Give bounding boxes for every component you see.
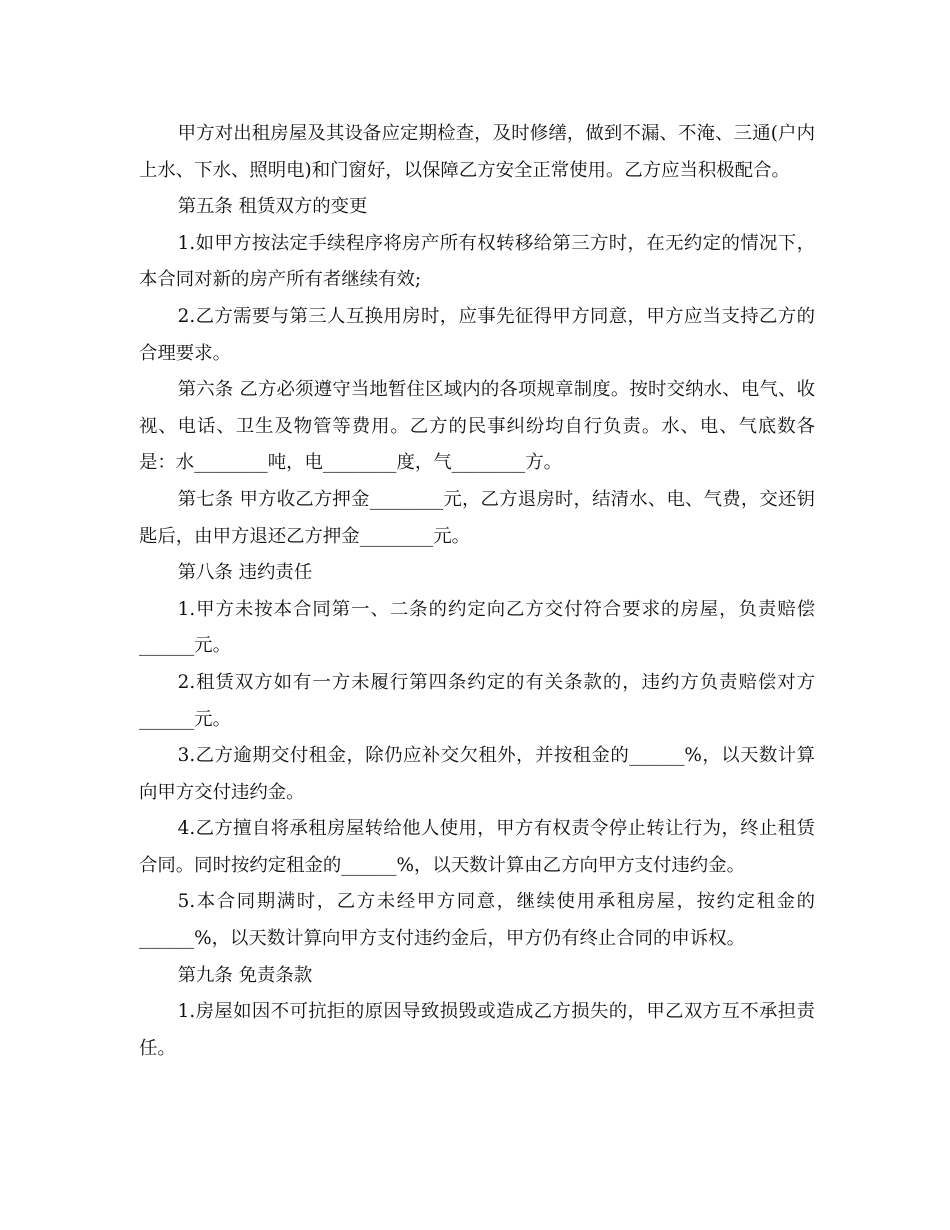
paragraph-article-5-item-2: 2.乙方需要与第三人互换用房时，应事先征得甲方同意，甲方应当支持乙方的合理要求。	[139, 305, 815, 364]
paragraph-article-8-item-5: 5.本合同期满时，乙方未经甲方同意，继续使用承租房屋，按约定租金的______%，以天数计算向甲方支付违约金后，甲方仍有终止合同的申诉权。	[139, 891, 815, 950]
paragraph-article-8-item-2: 2.租赁双方如有一方未履行第四条约定的有关条款的，违约方负责赔偿对方______元。	[139, 671, 815, 730]
paragraph-article-8-item-4: 4.乙方擅自将承租房屋转给他人使用，甲方有权责令停止转让行为，终止租赁合同。同时按约定租金的______%，以天数计算由乙方向甲方支付违约金。	[139, 818, 815, 876]
heading-article-8: 第八条 违约责任	[177, 562, 313, 584]
paragraph-article-8-item-1: 1.甲方未按本合同第一、二条的约定向乙方交付符合要求的房屋，负责赔偿______元。	[139, 598, 815, 657]
paragraph-article-9-item-1: 1.房屋如因不可抗拒的原因导致损毁或造成乙方损失的，甲乙双方互不承担责任。	[139, 1001, 815, 1059]
paragraph-article-6: 第六条 乙方必须遵守当地暂住区域内的各项规章制度。按时交纳水、电气、收视、电话、卫生及物管等费用。乙方的民事纠纷均自行负责。水、电、气底数各是：水________吨，电________度，气________方。	[139, 379, 815, 474]
paragraph-maintenance: 甲方对出租房屋及其设备应定期检查，及时修缮，做到不漏、不淹、三通(户内上水、下水、照明电)和门窗好，以保障乙方安全正常使用。乙方应当积极配合。	[139, 123, 815, 181]
document-body	[139, 116, 815, 1067]
paragraph-article-5-item-1: 1.如甲方按法定手续程序将房产所有权转移给第三方时，在无约定的情况下，本合同对新的房产所有者继续有效;	[139, 232, 815, 291]
paragraph-article-7: 第七条 甲方收乙方押金________元，乙方退房时，结清水、电、气费，交还钥匙后，由甲方退还乙方押金________元。	[139, 488, 815, 547]
paragraph-article-8-item-3: 3.乙方逾期交付租金，除仍应补交欠租外，并按租金的______%，以天数计算向甲方交付违约金。	[139, 745, 815, 803]
heading-article-5: 第五条 租赁双方的变更	[177, 196, 368, 218]
heading-article-9: 第九条 免责条款	[177, 964, 313, 986]
